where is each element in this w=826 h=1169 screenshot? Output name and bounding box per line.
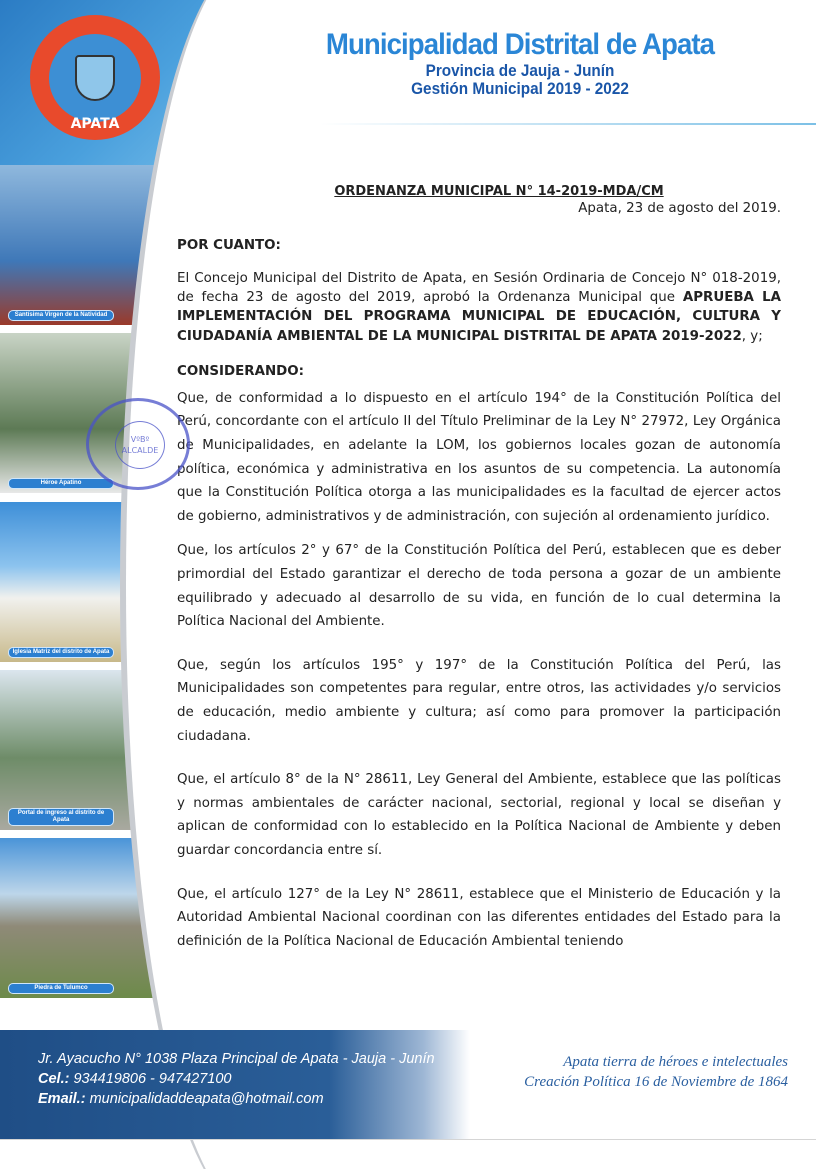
email-line <box>38 1089 470 1109</box>
logo-name: APATA <box>70 116 120 132</box>
management-period: Gestión Municipal 2019 - 2022 <box>411 79 629 98</box>
paragraph: Que, según los artículos 195° y 197° de la Constitución Política del Perú, las Municipalidades son competentes para regular, entre otros, las actividades y/o servicios de educación, medio ambiente y cultura; así como para promover la participación ciudadana. <box>177 657 781 744</box>
stamp-vb: VºBº <box>130 435 150 444</box>
motto <box>524 1052 788 1092</box>
document-body <box>177 184 781 953</box>
paragraph: Que, de conformidad a lo dispuesto en el artículo 194° de la Constitución Política del Perú, concordante con el artículo II del Título Preliminar de la Ley N° 27972, Ley Orgánica de Municipalidades, en adelante la LOM, los gobiernos locales gozan de autonomía política, económica y administrativa en los asuntos de su competencia. La autonomía que la Constitución Política otorga a las municipalidades es la facultad de ejercer actos de gobierno, administrativos y de administración, con sujeción al ordenamiento jurídico. <box>177 390 781 524</box>
header-divider <box>320 123 816 125</box>
intro-paragraph <box>177 269 781 346</box>
photo-caption: Portal de ingreso al distrito de Apata <box>8 808 114 826</box>
email-label: Email.: <box>38 1091 86 1107</box>
email: municipalidaddeapata@hotmail.com <box>85 1091 324 1107</box>
paragraph: Que, el artículo 8° de la N° 28611, Ley General del Ambiente, establece que las políticas y normas ambientales de carácter nacional, sectorial, regional y local se diseñan y aplican de conformidad con lo establecido en la Política Nacional de Ambiente y deben guardar concordancia entre sí. <box>177 772 781 858</box>
institution-title: Municipalidad Distrital de Apata <box>325 28 715 61</box>
photo-caption: Héroe Apatino <box>8 478 114 489</box>
intro-text: El Concejo Municipal del Distrito de Apata, en Sesión Ordinaria de Concejo N° 018-2019, de fecha 23 de agosto del 2019, aprobó la Ordenanza Municipal que <box>177 271 781 306</box>
intro-bold: APRUEBA LA IMPLEMENTACIÓN DEL PROGRAMA MUNICIPAL DE EDUCACIÓN, CULTURA Y CIUDADANÍA AMBIENTAL DE LA MUNICIPAL DISTRITAL DE APATA 2019-2022 <box>177 290 782 344</box>
photo-caption: Iglesia Matriz del distrito de Apata <box>8 647 114 658</box>
phone: 934419806 - 947427100 <box>69 1071 232 1087</box>
paragraph: Que, los artículos 2° y 67° de la Constitución Política del Perú, establecen que es deber primordial del Estado garantizar el derecho de toda persona a gozar de un ambiente equilibrado y adecuado al desarrollo de su vida, en función de lo cual determina la Política Nacional del Ambiente. <box>177 543 781 630</box>
intro-end: , y; <box>741 328 763 344</box>
document-date: Apata, 23 de agosto del 2019. <box>578 201 781 216</box>
shield-icon <box>75 55 115 101</box>
creation-line: Creación Política 16 de Noviembre de 1864 <box>524 1074 788 1090</box>
footer-contact <box>0 1030 470 1140</box>
considerando-heading: CONSIDERANDO: <box>177 363 305 379</box>
province: Provincia de Jauja - Junín <box>425 61 615 80</box>
por-cuanto-heading: POR CUANTO: <box>177 238 281 253</box>
bottom-divider <box>0 1139 816 1140</box>
phone-label: Cel.: <box>38 1071 70 1087</box>
motto-line: Apata tierra de héroes e intelectuales <box>563 1054 788 1070</box>
municipal-logo <box>30 15 160 140</box>
document-title: ORDENANZA MUNICIPAL N° 14-2019-MDA/CM <box>334 184 664 199</box>
official-stamp <box>86 398 190 490</box>
phone-line <box>38 1069 470 1089</box>
address: Jr. Ayacucho N° 1038 Plaza Principal de Apata - Jauja - Junín <box>38 1051 435 1067</box>
photo-caption: Santísima Virgen de la Natividad <box>8 310 114 321</box>
stamp-role: ALCALDE <box>121 446 159 455</box>
letterhead <box>250 28 790 98</box>
photo-caption: Piedra de Tulumco <box>8 983 114 994</box>
paragraph: Que, el artículo 127° de la Ley N° 28611, establece que el Ministerio de Educación y la Autoridad Ambiental Nacional coordinan con las diferentes entidades del Estado para la definición de la Política Nacional de Educación Ambiental teniendo <box>177 886 781 949</box>
